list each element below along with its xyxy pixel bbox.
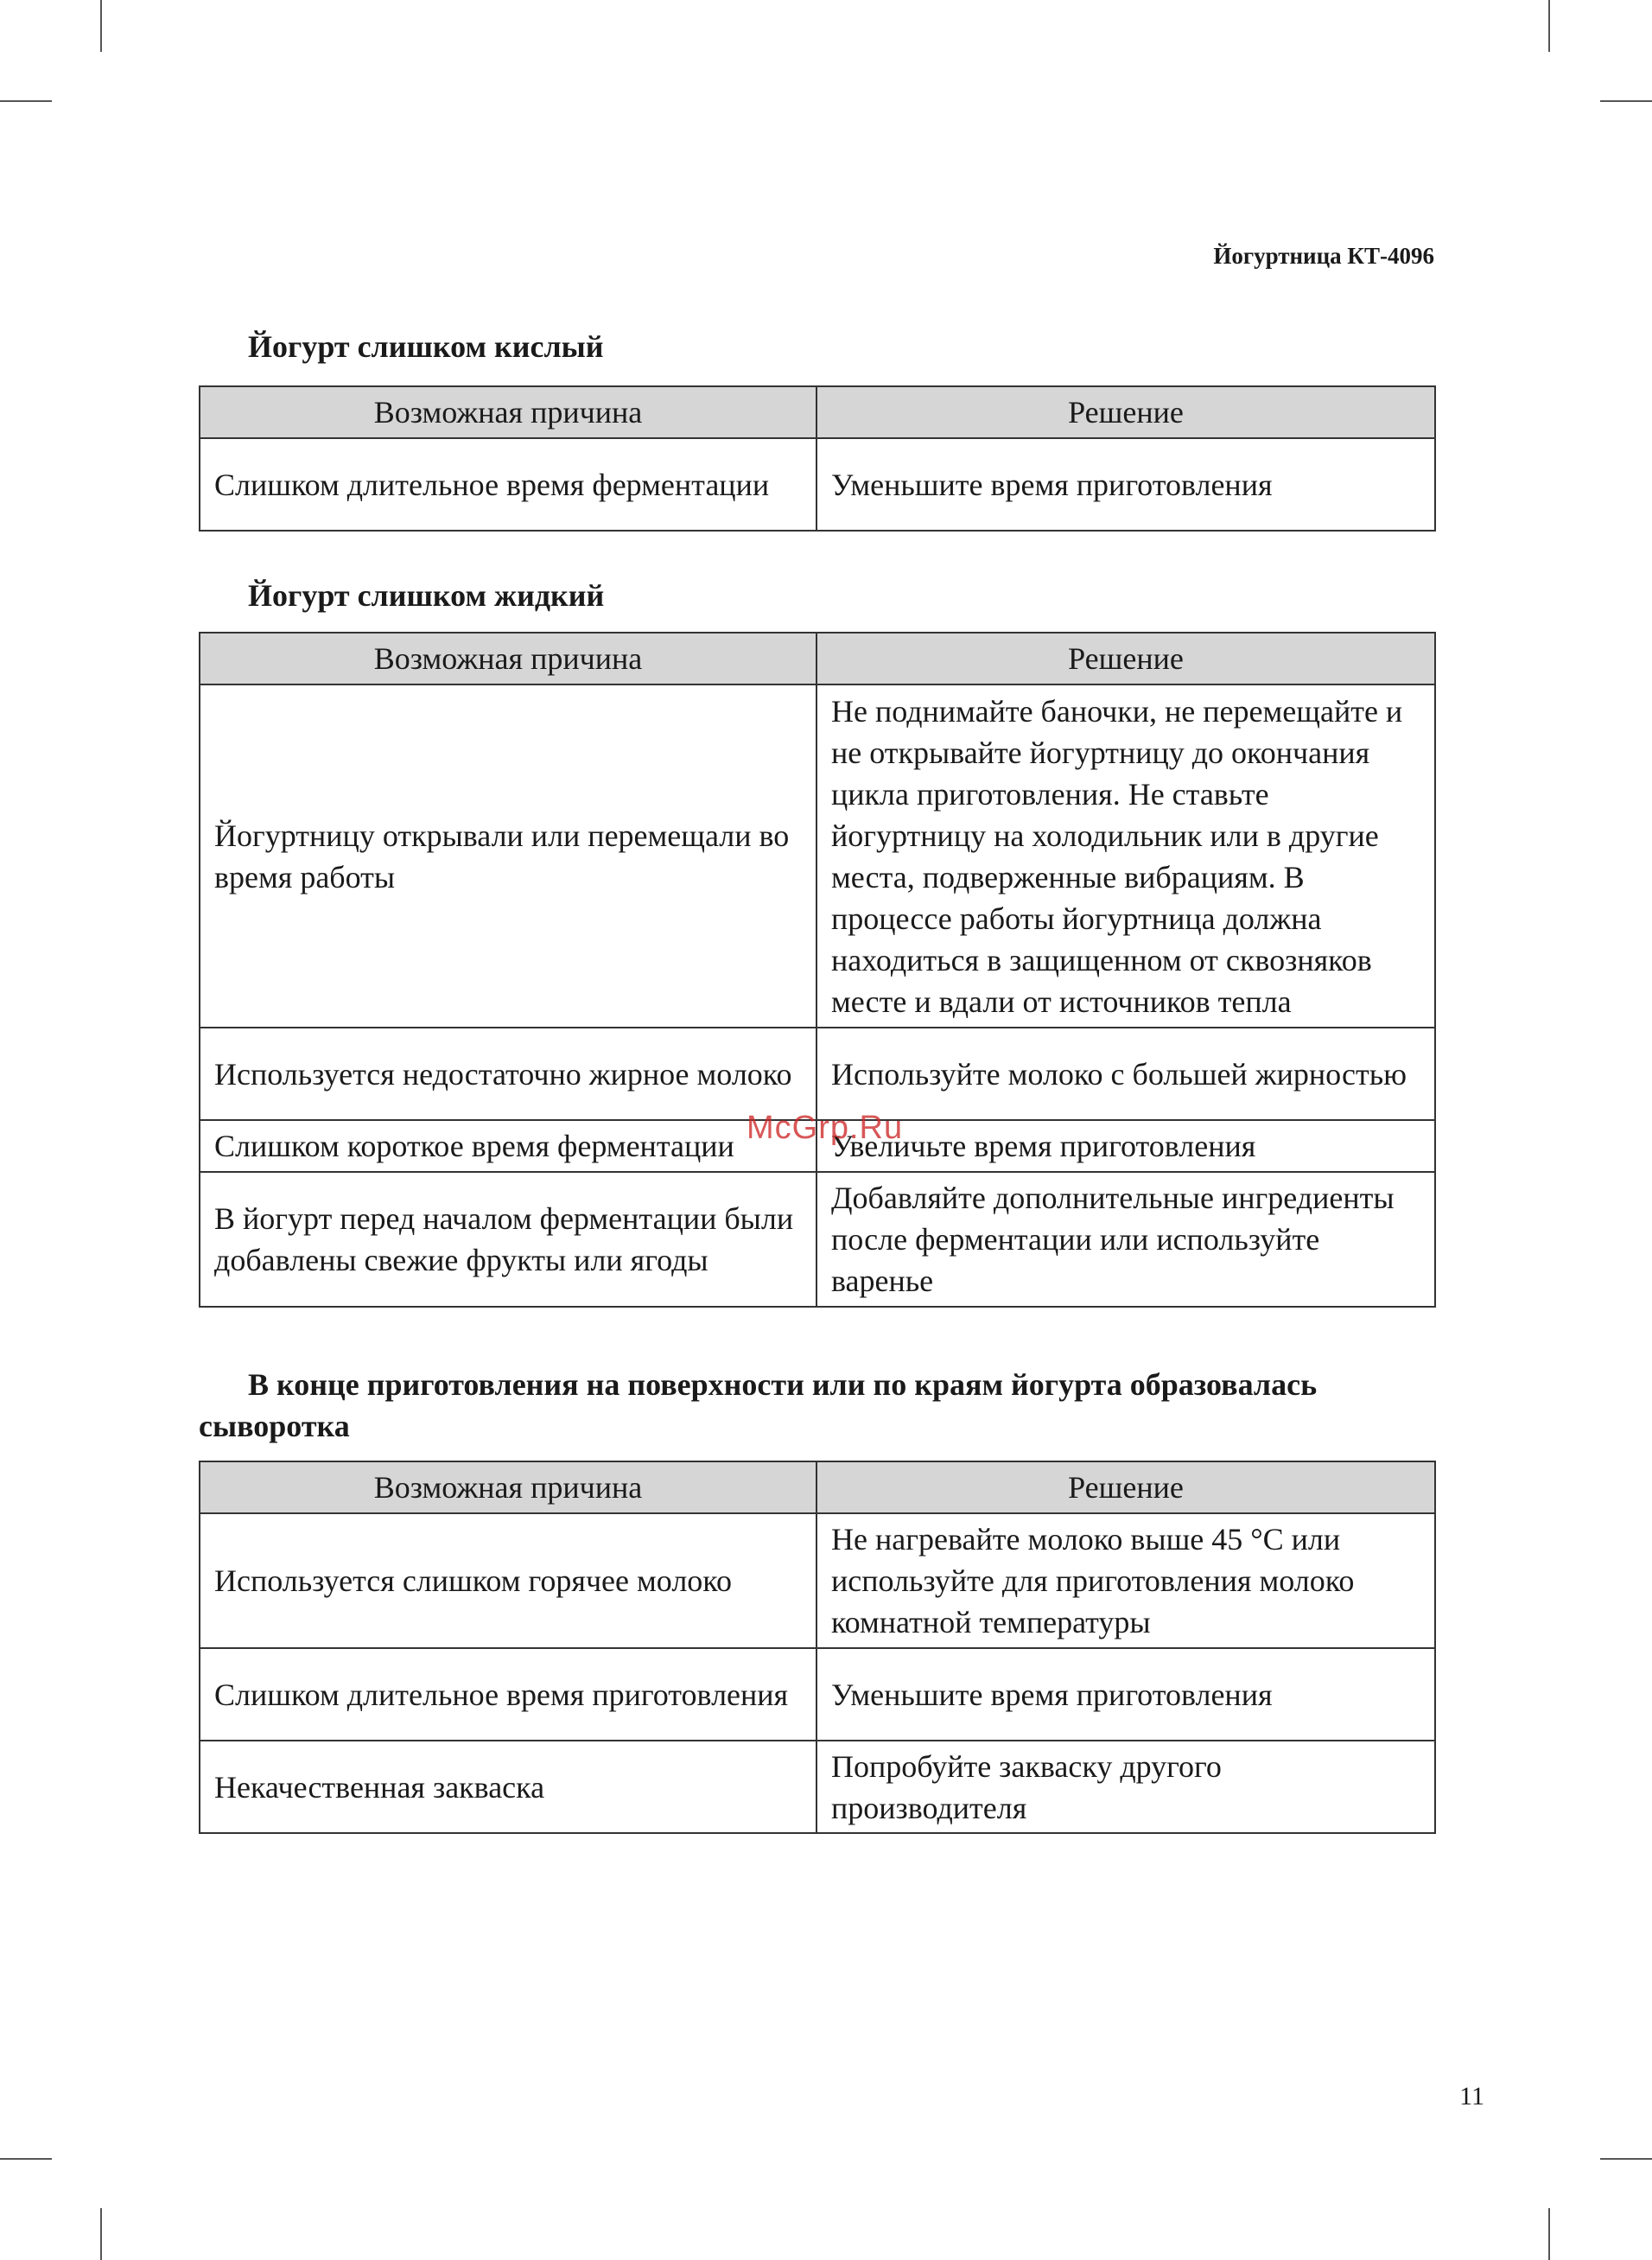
crop-mark [1600,100,1652,102]
table-row [200,1741,1435,1833]
crop-mark [1548,2208,1550,2260]
crop-mark [1548,0,1550,52]
section-title: Йогурт слишком жидкий [248,578,605,613]
solution-cell: Увеличьте время приготовления [816,1120,1435,1172]
table-row [200,1648,1435,1741]
column-header-solution: Решение [816,633,1435,684]
table-row [200,1028,1435,1120]
cause-cell: Некачественная закваска [200,1741,816,1833]
solution-cell: Добавляйте дополнительные ингредиенты после ферментации или используйте варенье [816,1172,1435,1307]
troubleshooting-table [199,632,1436,1308]
table-header-row [200,633,1435,684]
solution-cell: Не нагревайте молоко выше 45 °С или используйте для приготовления молоко комнатной температуры [816,1513,1435,1648]
crop-mark [100,2208,102,2260]
crop-mark [100,0,102,52]
column-header-cause: Возможная причина [200,1461,816,1513]
column-header-solution: Решение [816,386,1435,438]
troubleshooting-table [199,1461,1436,1834]
cause-cell: В йогурт перед началом ферментации были добавлены свежие фрукты или ягоды [200,1172,816,1307]
section-title: Йогурт слишком кислый [248,329,604,364]
table-row [200,1513,1435,1648]
watermark: McGrp.Ru [747,1110,904,1146]
solution-cell: Уменьшите время приготовления [816,438,1435,531]
crop-mark [0,100,52,102]
table-header-row [200,1461,1435,1513]
crop-mark [1600,2158,1652,2160]
table-header-row [200,386,1435,438]
cause-cell: Слишком длительное время ферментации [200,438,816,531]
column-header-cause: Возможная причина [200,386,816,438]
page-number: 11 [1459,2082,1484,2110]
solution-cell: Попробуйте закваску другого производителя [816,1741,1435,1833]
solution-cell: Уменьшите время приготовления [816,1648,1435,1741]
table-row [200,1172,1435,1307]
column-header-solution: Решение [816,1461,1435,1513]
cause-cell: Слишком длительное время приготовления [200,1648,816,1741]
cause-cell: Йогуртницу открывали или перемещали во время работы [200,684,816,1028]
cause-cell: Используется недостаточно жирное молоко [200,1028,816,1120]
solution-cell: Не поднимайте баночки, не перемещайте и не открывайте йогуртницу до окончания цикла приготовления. Не ставьте йогуртницу на холодильник или в другие места, подверженные вибрациям. В процессе работы йогуртница должна находиться в защищенном от сквозняков месте и вдали от источников тепла [816,684,1435,1028]
troubleshooting-table [199,385,1436,532]
table-row [200,684,1435,1028]
column-header-cause: Возможная причина [200,633,816,684]
table-row [200,438,1435,531]
solution-cell: Используйте молоко с большей жирностью [816,1028,1435,1120]
section-title: В конце приготовления на поверхности или по краям йогурта образовалась сыворотка [199,1367,1318,1443]
cause-cell: Используется слишком горячее молоко [200,1513,816,1648]
crop-mark [0,2158,52,2160]
cause-cell: Слишком короткое время ферментации [200,1120,816,1172]
running-header: Йогуртница КТ-4096 [1213,243,1434,269]
